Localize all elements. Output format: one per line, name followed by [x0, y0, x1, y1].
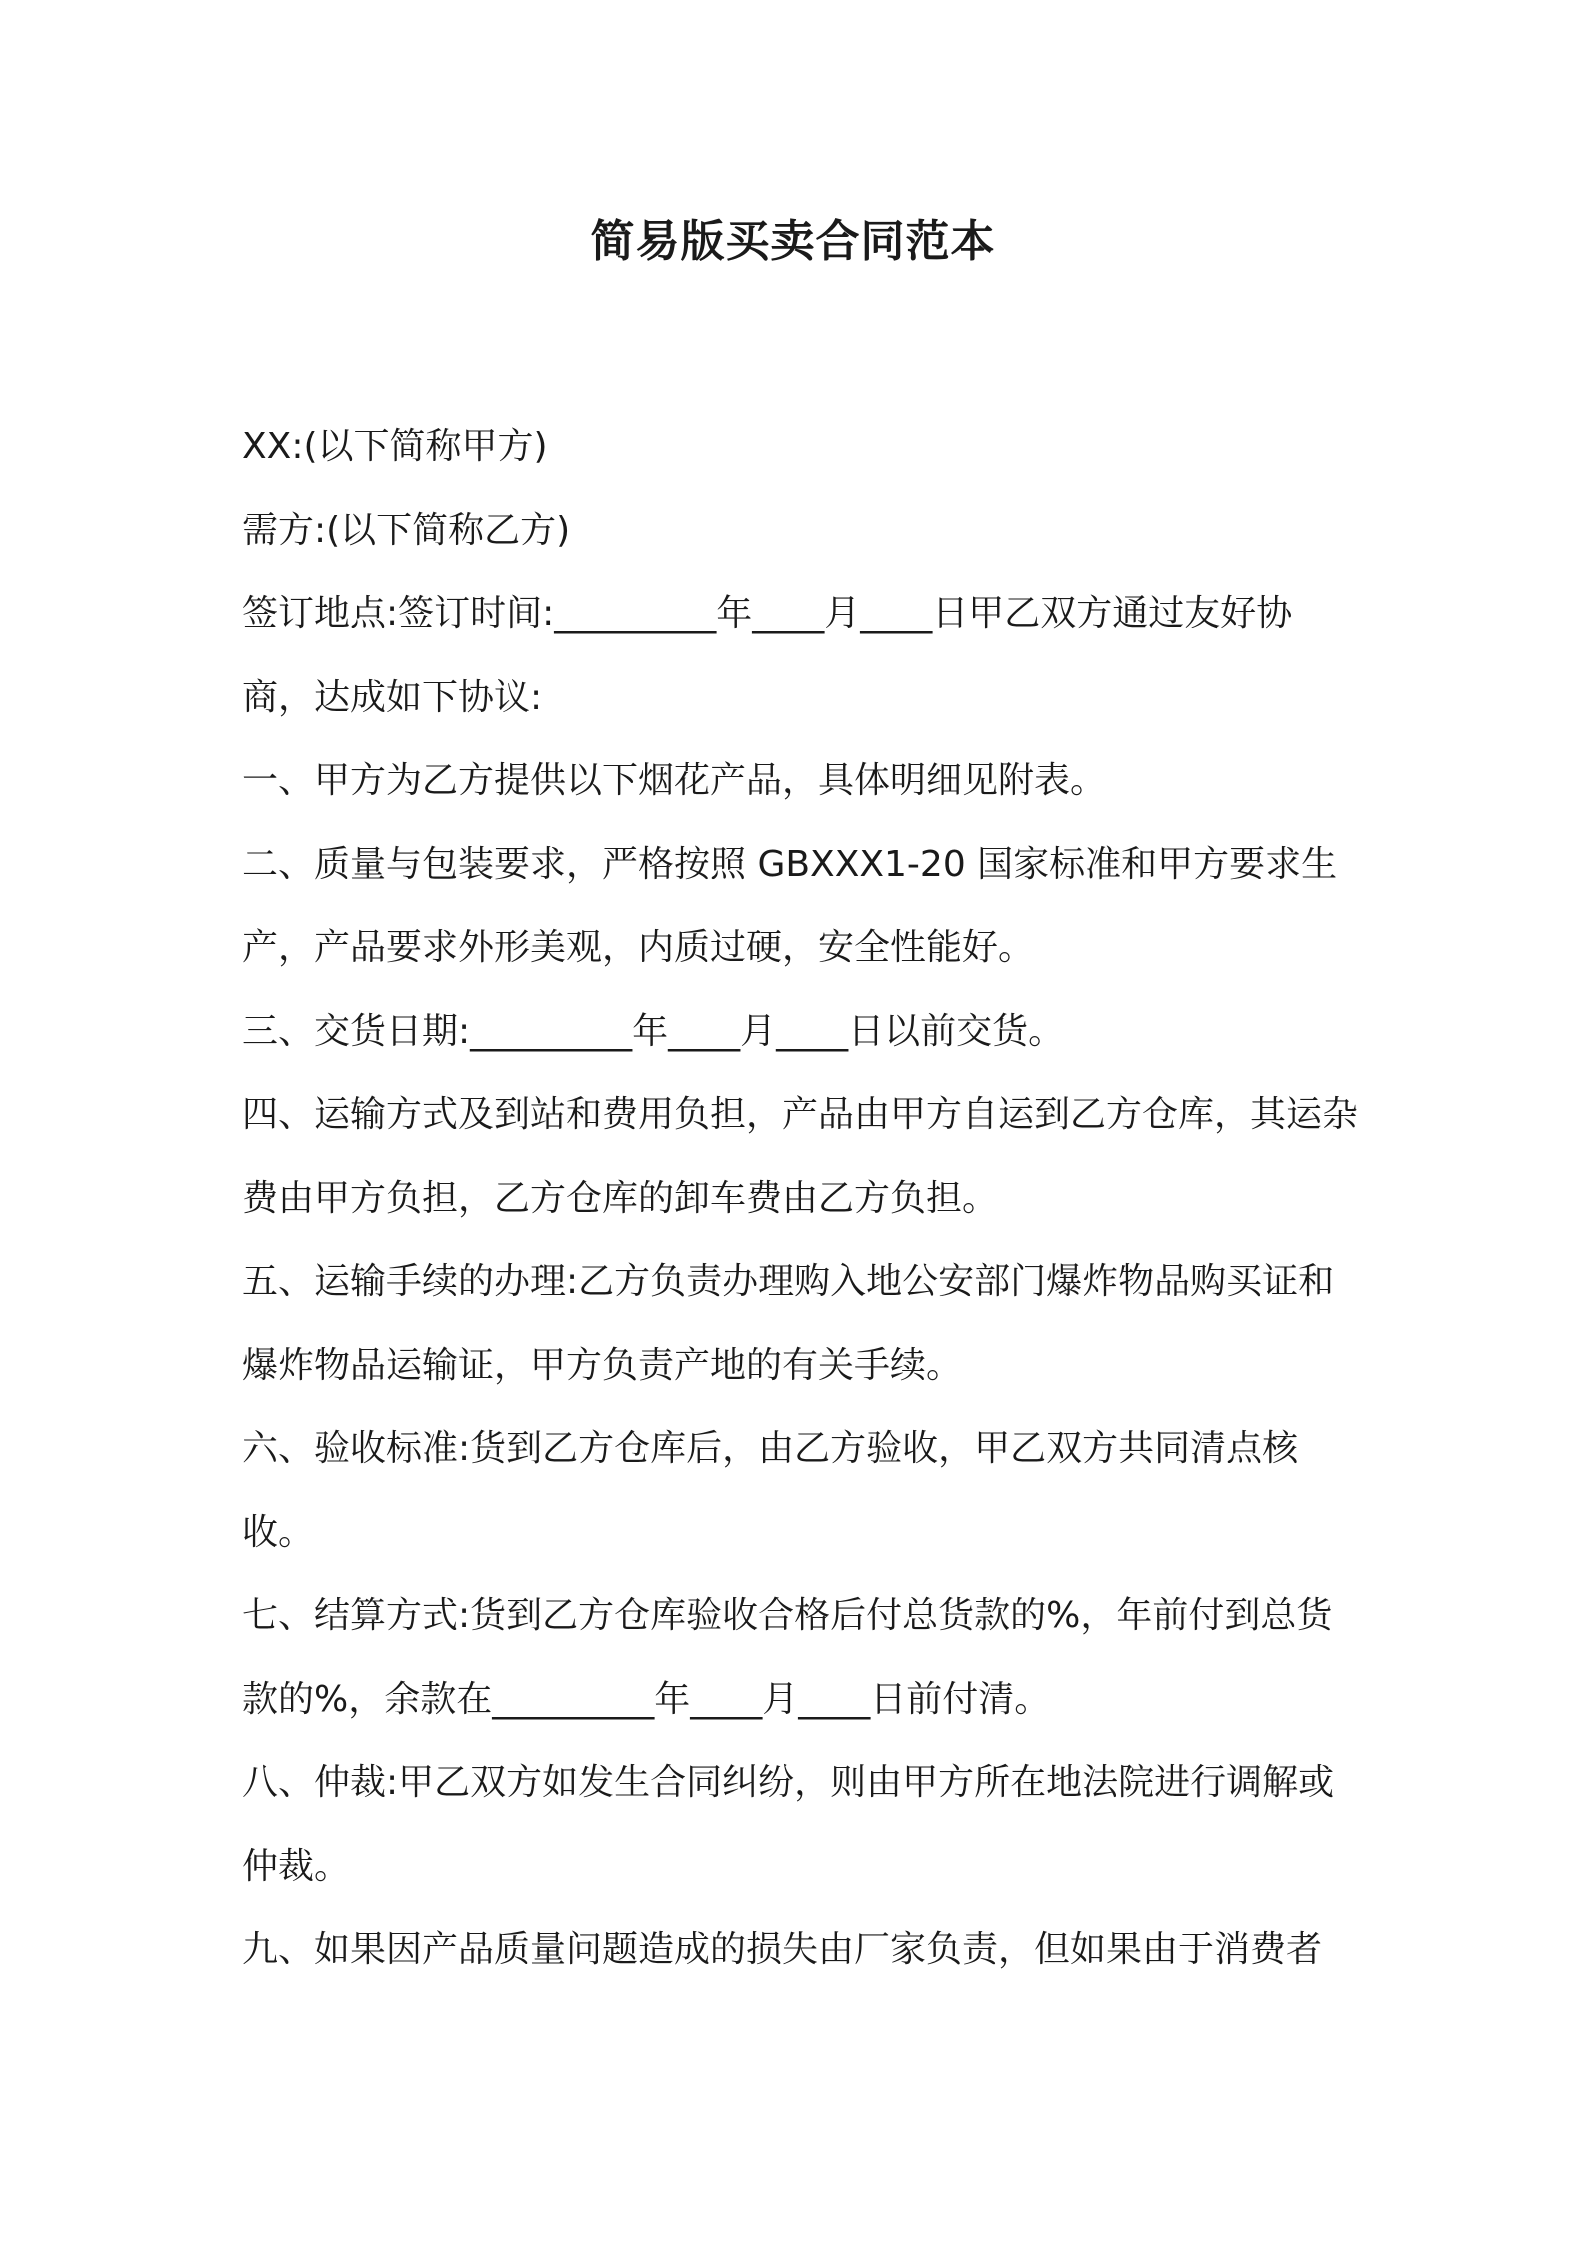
paragraph-buyer: 需方:(以下简称乙方) [242, 509, 571, 551]
document-body [242, 405, 1362, 1992]
paragraph-signing: 签订地点:签订时间:_________年____月____日甲乙双方通过友好协商，达成如下协议: [242, 593, 1293, 718]
paragraph-clause-2: 二、质量与包装要求，严格按照 GBXXX1-20 国家标准和甲方要求生产，产品要求外形美观，内质过硬，安全性能好。 [242, 843, 1338, 968]
paragraph-clause-1: 一、甲方为乙方提供以下烟花产品，具体明细见附表。 [242, 760, 1107, 801]
paragraph-clause-9: 九、如果因产品质量问题造成的损失由厂家负责，但如果由于消费者 [242, 1929, 1323, 1970]
paragraph-clause-6: 六、验收标准:货到乙方仓库后，由乙方验收，甲乙双方共同清点核收。 [242, 1428, 1299, 1553]
paragraph-clause-3: 三、交货日期:_________年____月____日以前交货。 [242, 1010, 1065, 1052]
document-title: 简易版买卖合同范本 [590, 216, 996, 267]
paragraph-clause-8: 八、仲裁:甲乙双方如发生合同纠纷，则由甲方所在地法院进行调解或仲裁。 [242, 1762, 1335, 1887]
paragraph-supplier: XX:(以下简称甲方) [242, 426, 548, 467]
paragraph-clause-5: 五、运输手续的办理:乙方负责办理购入地公安部门爆炸物品购买证和爆炸物品运输证，甲方负责产地的有关手续。 [242, 1261, 1335, 1386]
paragraph-clause-7: 七、结算方式:货到乙方仓库验收合格后付总货款的%，年前付到总货款的%，余款在_________年____月____日前付清。 [242, 1595, 1333, 1720]
paragraph-clause-4: 四、运输方式及到站和费用负担，产品由甲方自运到乙方仓库，其运杂费由甲方负担，乙方仓库的卸车费由乙方负担。 [242, 1094, 1359, 1219]
